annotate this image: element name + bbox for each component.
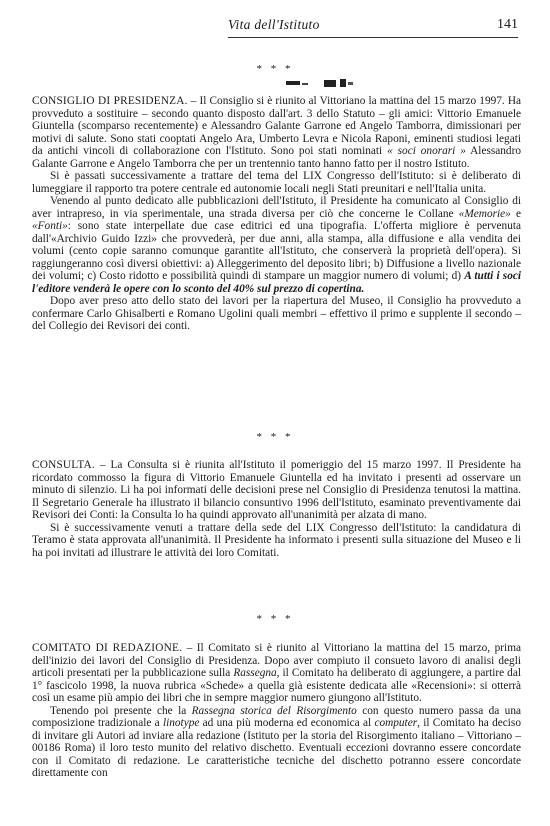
header-rule — [228, 37, 518, 38]
paragraph — [32, 195, 521, 295]
text-run: – Il Consiglio si è riunito al Vittoriano la mattina del 15 marzo 1997. Ha provveduto a sostituire – secondo quanto disposto dall'art. 3 dello Statuto – gli amici: Vittorio Emanuele Giuntella (scomparso recentemente) e Alessandro Galante Garrone ed Angelo Tamborra, dimissionari per motivi di salute. Sono stati cooptati Angelo Ara, Umberto Levra e Nicola Raponi, eminenti studiosi legati da antichi vincoli di collaborazione con l'Istituto. Sono poi stati nominati — [32, 95, 521, 157]
emphasis-italic: «Fonti» — [32, 220, 68, 232]
section-consulta — [32, 459, 521, 559]
text-run: ad una più moderna ed economica al — [199, 717, 375, 729]
paragraph — [32, 705, 521, 780]
text-run: , il Comitato ha deliberato di aggiungere, a partire dal 1° fascicolo 1998, la nuova rubrica «Schede» a quella già esistente dedicata alle «Recensioni»: si otterrà così un esame più ampio dei libri che in sempre maggior numero giungono all'Istituto. — [32, 667, 521, 704]
paragraph: Si è successivamente venuti a trattare della sede del LIX Congresso dell'Istituto: la candidatura di Teramo è stata approvata all'unanimità. Il Presidente ha informato i presenti sulla situazione del Museo e li ha poi invitati ad illustrare le attività dei loro Comitati. — [32, 521, 521, 559]
emphasis-italic: Rassegna — [233, 667, 277, 679]
text-run: – Il Comitato si è riunito al Vittoriano la mattina del 15 marzo, prima dell'inizio dei lavori del Consiglio di Presidenza. Dopo aver compiuto il consueto lavoro di analisi degli articoli presentati per la pubblicazione sulla — [32, 642, 521, 679]
page-header — [228, 17, 518, 37]
section-heading: CONSULTA. — [32, 459, 95, 471]
emphasis-italic: « soci onorari » — [387, 145, 466, 157]
running-title: Vita dell'Istituto — [228, 17, 320, 32]
text-run: con questo numero passa da una composizione tradizionale a — [32, 704, 521, 729]
text-run: , il Comitato ha deciso di invitare gli Autori ad inviare alla redazione (Istituto per la storia del Risorgimento italiano – Vittoriano – 00186 Roma) il loro testo munito del relativo dischetto. Eventuali eccezioni dovranno essere concordate con il Comitato di redazione. Le caratteristiche tecniche del dischetto potranno essere concordate direttamente con — [32, 717, 521, 779]
paragraph — [32, 95, 521, 170]
section-separator: * * * — [256, 63, 294, 75]
emphasis-italic: Rassegna storica del Risorgimento — [191, 704, 357, 717]
emphasis-bold-italic: A tutti i soci l'editore venderà le opere con lo sconto del 40% sul prezzo di copertina. — [32, 270, 521, 295]
text-run: Alessandro Galante Garrone e Angelo Tamborra che per un trentennio tanto hanno fatto per il nostro Istituto. — [32, 145, 521, 170]
section-consiglio-presidenza — [32, 95, 521, 333]
section-heading: COMITATO DI REDAZIONE. — [32, 642, 183, 654]
section-comitato-redazione — [32, 642, 521, 780]
paragraph: Si è passati successivamente a trattare del tema del LIX Congresso dell'Istituto: si è deliberato di lumeggiare il rapporto tra potere centrale ed autonomie locali negli Stati preunitari e nell'Italia unita. — [32, 170, 521, 195]
emphasis-italic: computer — [374, 717, 418, 729]
paragraph — [32, 642, 521, 705]
text-run: Venendo al punto dedicato alle pubblicazioni dell'Istituto, il Presidente ha comunicato al Consiglio di aver intrapreso, in via sperimentale, una strada diversa per ciò che concerne le Collane — [32, 195, 521, 220]
emphasis-italic: linotype — [162, 717, 200, 729]
page-number: 141 — [497, 17, 518, 32]
section-separator: * * * — [256, 431, 294, 443]
emphasis-italic: «Memorie» — [458, 207, 511, 220]
paragraph-body: – La Consulta si è riunita all'Istituto il pomeriggio del 15 marzo 1997. Il Presidente ha ricordato commosso la figura di Vittorio Emanuele Giuntella ed ha invitato i presenti ad osservare un minuto di silenzio. Li ha poi informati delle decisioni prese nel Consiglio di Presidenza tenutosi la mattina. Il Segretario Generale ha illustrato il bilancio consuntivo 1996 dell'Istituto, esaminato preventivamente dai Revisori dei Conti: la Consulta lo ha quindi approvato all'unanimità per alzata di mano. — [32, 459, 521, 521]
section-separator: * * * — [256, 613, 294, 625]
text-run: : sono state interpellate due case editrici ed una tipografia. L'offerta migliore è pervenuta dall'«Archivio Guido Izzi» che provvederà, per due anni, alla stampa, alla diffusione e alla vendita dei volumi (cento copie saranno comunque garantite all'Istituto, che conserverà la proprietà dell'opera). Si raggiungeranno così diversi obiettivi: a) Alleggerimento del deposito libri; b) Diffusione a livello nazionale dei volumi; c) Costo ridotto e possibilità quindi di stampare un maggior numero di volumi; d) — [32, 220, 521, 282]
paragraph — [32, 459, 521, 522]
text-run: Tenendo poi presente che la — [50, 704, 192, 717]
paragraph: Dopo aver preso atto dello stato dei lavori per la riapertura del Museo, il Consiglio ha provveduto a confermare Carlo Ghisalberti e Romano Ugolini quali membri – effettivo il primo e supplente il secondo – del Collegio dei Revisori dei conti. — [32, 295, 521, 332]
ink-smudge — [286, 78, 354, 88]
section-heading: CONSIGLIO DI PRESIDENZA. — [32, 95, 188, 107]
text-run: e — [510, 207, 521, 220]
